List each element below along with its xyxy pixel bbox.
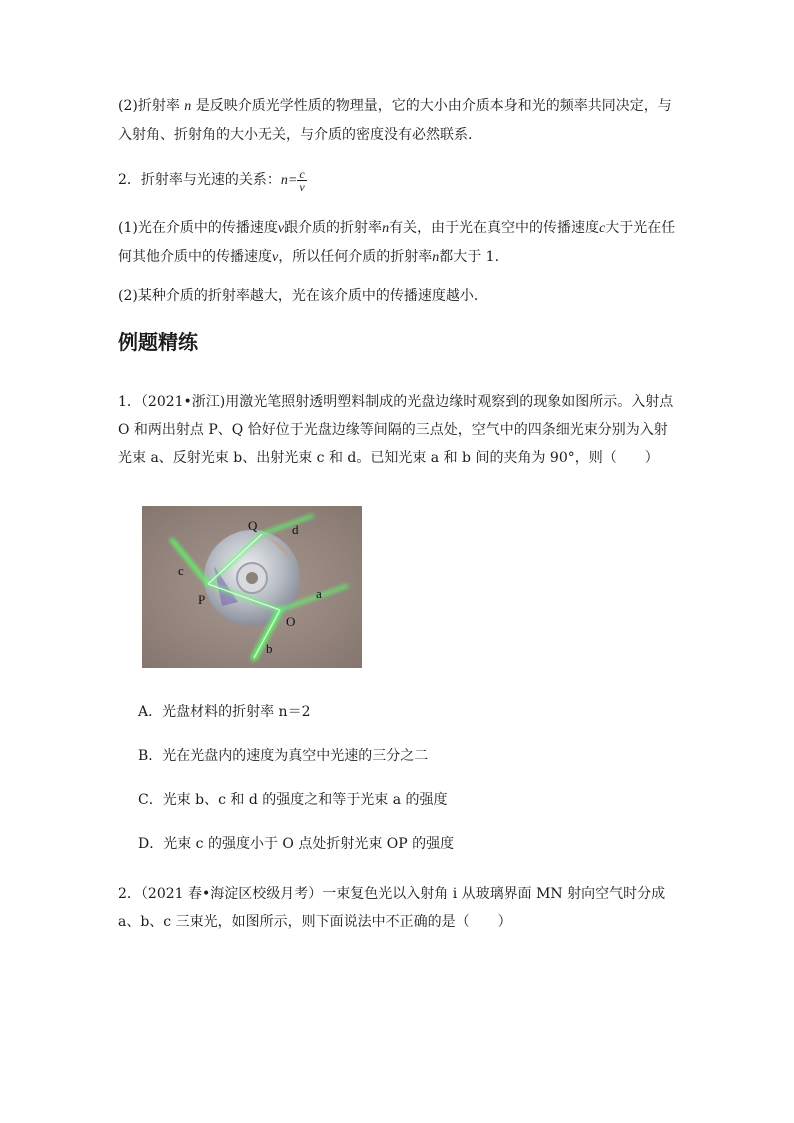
label-O: O <box>286 614 296 629</box>
option-c: C．光束 b、c 和 d 的强度之和等于光束 a 的强度 <box>138 792 448 808</box>
option-d: D．光束 c 的强度小于 O 点处折射光束 OP 的强度 <box>138 836 455 852</box>
index-speed-relation: 2．折射率与光速的关系：n= $\frac{c}{v}$ <box>118 166 305 194</box>
fraction-c-over-v: $\frac{c}{v}$ <box>299 166 305 194</box>
option-a: A．光盘材料的折射率 n＝2 <box>138 704 311 720</box>
index-speed-paragraph: (2)某种介质的折射率越大，光在该介质中的传播速度越小． <box>118 288 488 304</box>
refraction-index-paragraph: (2)折射率 n 是反映介质光学性质的物理量，它的大小由介质本身和光的频率共同决定，与入射角、折射角的大小无关，与介质的密度没有必然联系． <box>118 98 672 143</box>
question-2-stem: 2．（2021 春•海淀区校级月考）一束复色光以入射角 i 从玻璃界面 MN 射向空气时分成 a、b、c 三束光，如图所示，则下面说法中不正确的是（ ） <box>118 886 666 930</box>
question-1-stem: 1．（2021•浙江)用激光笔照射透明塑料制成的光盘边缘时观察到的现象如图所示。入射点 O 和两出射点 P、Q 恰好位于光盘边缘等间隔的三点处，空气中的四条细光束分别为入射光束 a、反射光束 b、出射光束 c 和 d。已知光束 a 和 b 间的夹角为 90°，则（ ） <box>118 394 674 466</box>
label-d: d <box>292 522 299 537</box>
cd-laser-photo <box>142 506 362 668</box>
label-c: c <box>178 563 184 578</box>
speed-paragraph: (1)光在介质中的传播速度v跟介质的折射率n有关，由于光在真空中的传播速度c大于光在任何其他介质中的传播速度v，所以任何介质的折射率n都大于 1. <box>118 220 676 265</box>
label-Q: Q <box>248 518 258 533</box>
option-b: B．光在光盘内的速度为真空中光速的三分之二 <box>138 748 429 764</box>
label-a: a <box>316 586 322 601</box>
cd-laser-figure <box>142 506 362 668</box>
section-heading: 例题精练 <box>118 330 198 354</box>
label-b: b <box>266 641 273 656</box>
label-P: P <box>198 592 206 607</box>
